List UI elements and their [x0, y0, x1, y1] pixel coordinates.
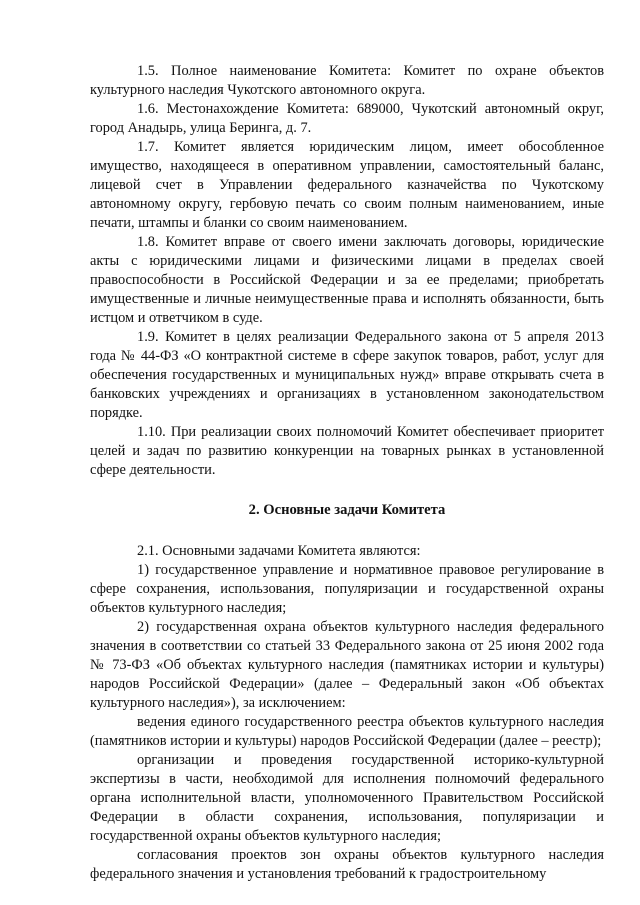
- paragraph-1-5: 1.5. Полное наименование Комитета: Комитет по охране объектов культурного наследия Чукотского автономного округа.: [90, 63, 604, 98]
- section-heading: 2. Основные задачи Комитета: [248, 502, 446, 518]
- paragraph-1-6: 1.6. Местонахождение Комитета: 689000, Чукотский автономный округ, город Анадырь, улица Беринга, д. 7.: [90, 101, 604, 136]
- paragraph-2-1: 2.1. Основными задачами Комитета являются:: [137, 543, 421, 559]
- list-item-2: 2) государственная охрана объектов культурного наследия федерального значения в соответствии со статьей 33 Федерального закона от 25 июня 2002 года № 73-ФЗ «Об объектах культурного наследия (памятниках истории и культуры) народов Российской Федерации» (далее – Федеральный закон «Об объектах культурного наследия»), за исключением:: [90, 619, 604, 711]
- exception-item-zones: согласования проектов зон охраны объектов культурного наследия федерального значения и установления требований к градостроительному: [90, 847, 604, 882]
- paragraph-1-7: 1.7. Комитет является юридическим лицом, имеет обособленное имущество, находящееся в оперативном управлении, самостоятельный баланс, лицевой счет в Управлении федерального казначейства по Чукотскому автономному округу, гербовую печать со своим полным наименованием, иные печати, штампы и бланки со своим наименованием.: [90, 139, 604, 231]
- exception-item-expertise: организации и проведения государственной историко-культурной экспертизы в части, необходимой для исполнения полномочий федерального органа исполнительной власти, уполномоченного Правительством Российской Федерации в области сохранения, использования, популяризации и государственной охраны объектов культурного наследия;: [90, 752, 604, 844]
- list-item-1: 1) государственное управление и нормативное правовое регулирование в сфере сохранения, использования, популяризации и государственной охраны объектов культурного наследия;: [90, 562, 604, 616]
- exception-item-registry: ведения единого государственного реестра объектов культурного наследия (памятников истории и культуры) народов Российской Федерации (далее – реестр);: [90, 714, 604, 749]
- document-page: [90, 62, 604, 884]
- paragraph-1-8: 1.8. Комитет вправе от своего имени заключать договоры, юридические акты с юридическими лицами и физическими лицами в пределах своей правоспособности в Российской Федерации и за ее пределами; приобретать имущественные и личные неимущественные права и исполнять обязанности, быть истцом и ответчиком в суде.: [90, 234, 604, 326]
- paragraph-1-9: 1.9. Комитет в целях реализации Федерального закона от 5 апреля 2013 года № 44-ФЗ «О контрактной системе в сфере закупок товаров, работ, услуг для обеспечения государственных и муниципальных нужд» вправе открывать счета в банковских учреждениях и организациях в установленном законодательством порядке.: [90, 329, 604, 421]
- paragraph-1-10: 1.10. При реализации своих полномочий Комитет обеспечивает приоритет целей и задач по развитию конкуренции на товарных рынках в установленной сфере деятельности.: [90, 424, 604, 478]
